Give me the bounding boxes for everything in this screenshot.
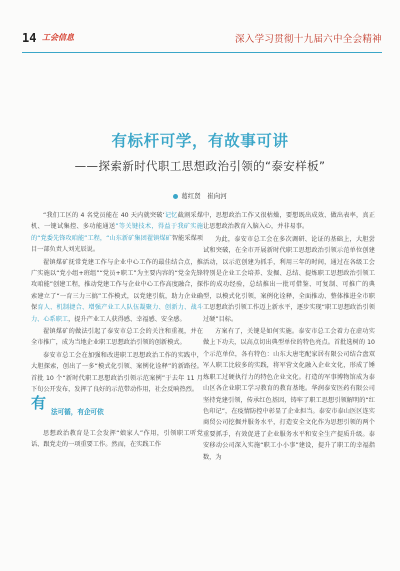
section-label: 法可循，有企可依 xyxy=(51,407,104,416)
author-bullet-icon xyxy=(173,194,178,199)
page-number: 14 xyxy=(22,31,37,45)
section-title: 深入学习贯彻十九届六中全会精神 xyxy=(234,34,382,45)
right-column xyxy=(203,210,375,464)
paragraph: 翟镇煤矿抚常党建工作与企业中心工作的最佳结合点，推广实施以“党小组+班组”“党员+职工”为主要内容的“党金先锋攻咱能”创建工程，推动党建工作与企业中心工作高度融合，探索建立了“一育三力三搞”工作模式，以党建引航，助力企业确保育人、机制捷合、增强产业工人队伍凝聚力、创新力、战斗力、心系职工，提升产业工人获得感、幸福感、安全感。 xyxy=(31,258,204,323)
paragraph: 方案有了，关键是如何实施。泰安市总工会着力在虚功实做上下功夫，以高点切出典型单位的特色亮点。首批选树的 10 个示范单位，各有特色：山东大唐宅配家居有限公司结合盘双军人职工比较多的实践，将军营文化融入企业文化，形成了锤炼职工过硬执行力的特色企业文化。打造的军事博物馆成为泰山区各企业职工学习教育的教育基地。华润泰安医药有限公司坚持党建引领，传承红色基因，铸牢了职工思想引领解明的“红色印记”，在疫情防控中彰显了企业担当。泰安市泰山医区连实商贸公司挖掘并服务水平，打造安全文化作为思想引领的两个重要抓手，有效促进了企业服务水平和安全生产提质升级。泰安移动公司深入实施“职工小小事”建设，提升了职工的幸福指数，为 xyxy=(203,328,375,461)
paragraph: “我们工区的 4 名党员能在 40 天内就突破‘记忆截割采煤机、一键试集控、多功能通送”等关键技术，得益于我矿实施的“党委先锋攻咱能”工程，“山东新矿集团翟镇煤矿智能采煤项目一部负责人刘光辰说。 xyxy=(31,212,204,254)
paragraph: 为此，泰安市总工会在多次调研、论证的基础上，大胆尝试和突破，在全市开展新时代职工思想政治引领示范单位创建活动，以示范创建为抓手，利用三年的时间，通过在各级工会特别是企业工会培养、发掘、总结、提炼职工思想政治引领工作的成功经验，总结推出一批可借鉴、可复制、可推广的典型，以模式化引领，案例化诠释，全面推动、整体推进全市职工思想政治引领工作迈上新水平，逐步实现“职工思想政治引领过硬”目标。 xyxy=(203,235,375,323)
header-divider xyxy=(22,52,382,53)
paragraph: 思想政治教育是工会发挥“娘家人”作用，引领职工听党话、跟党走的一项重要工作。然而，在实践工作 xyxy=(31,429,203,448)
section-initial: 有 xyxy=(31,393,47,412)
paragraph: 泰安市总工会在加强和改进职工思想政治工作的实践中，大胆探索，创出了一多“模式化引领、案例化诠释”的新路径。首批 10 个“新时代职工思想政治引领示范案例”于去年 11 月下旬公开发布，发挥了良好的示范带动作用，社会反响热烈。 xyxy=(31,351,203,394)
article-title: 有标杆可学，有故事可讲 xyxy=(111,132,289,150)
paragraph: 中，思想政治工作又很枯燥，要想既出成效、做出表率，真正让思想政治教育入脑入心，并非易事。 xyxy=(203,212,375,231)
page-header xyxy=(22,31,382,47)
magazine-name: 工会信息 xyxy=(42,33,74,42)
paragraph: 翟镇煤矿的做法引起了泰安市总工会的关注和重视，并在全市推广，成为当地企业职工思想政治引领的创新模式。 xyxy=(31,328,203,347)
author-names: 葛红贤 崔向河 xyxy=(181,192,227,200)
section-heading xyxy=(31,393,203,424)
left-column xyxy=(31,210,203,451)
article-authors xyxy=(0,191,400,200)
article-subtitle: ——探索新时代职工思想政治引领的“泰安样板” xyxy=(74,159,326,173)
